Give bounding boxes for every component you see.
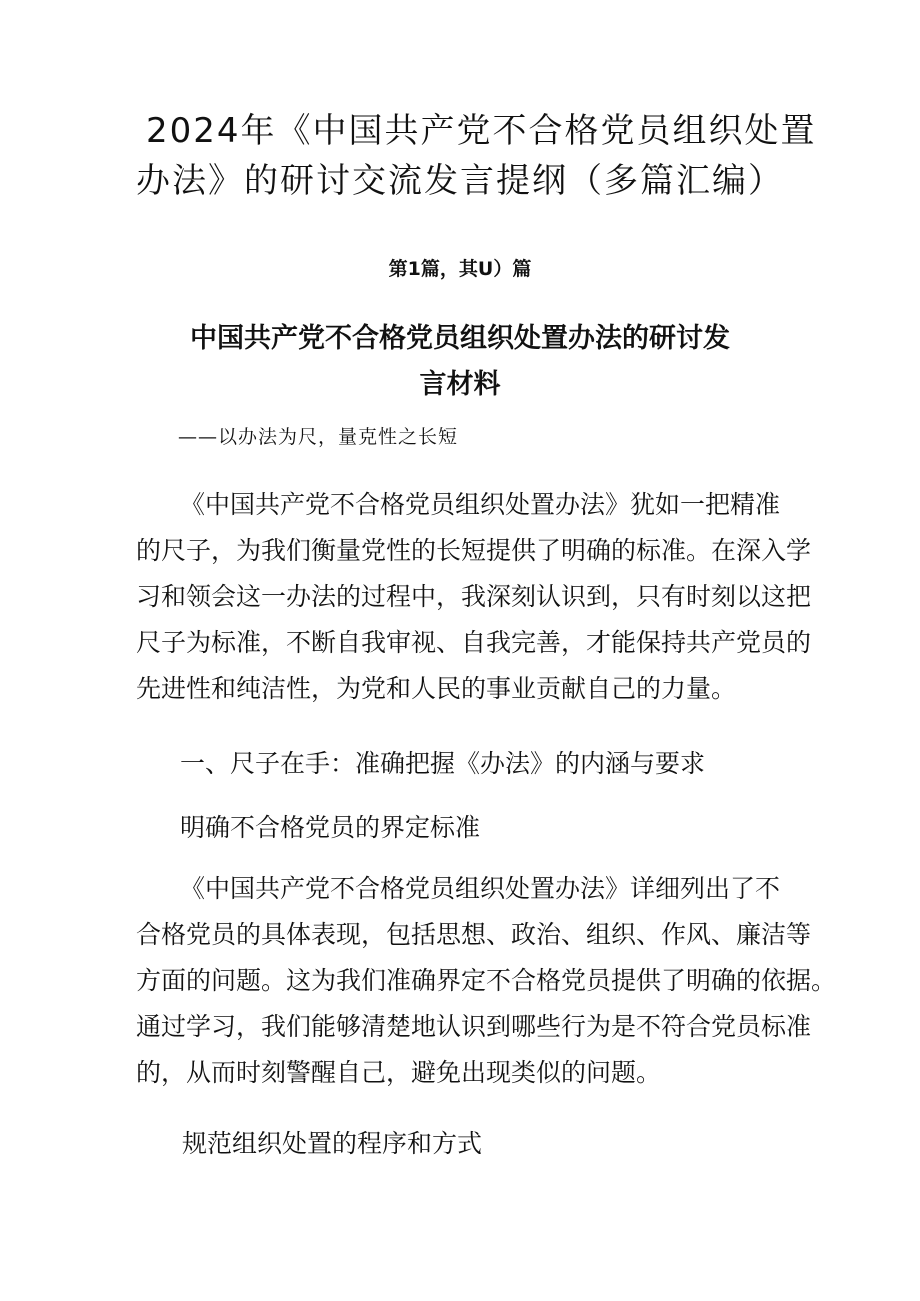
paragraph-standards [136, 866, 837, 1096]
document-title-line-2: 办法》的研讨交流发言提纲（多篇汇编） [136, 161, 784, 201]
section-heading-1: 一、尺子在手：准确把握《办法》的内涵与要求 [180, 749, 706, 778]
subheading-1: 明确不合格党员的界定标准 [180, 813, 481, 842]
paragraph-line: 方面的问题。这为我们准确界定不合格党员提供了明确的依据。 [136, 966, 837, 995]
paragraph-line: 的尺子，为我们衡量党性的长短提供了明确的标准。在深入学 [136, 536, 812, 565]
part-label: 第1篇，其U）篇 [388, 258, 532, 280]
paragraph-line: 先进性和纯洁性，为党和人民的事业贡献自己的力量。 [136, 674, 737, 703]
paragraph-line: 通过学习，我们能够清楚地认识到哪些行为是不符合党员标准 [136, 1012, 812, 1041]
article-subtitle: ——以办法为尺，量克性之长短 [178, 426, 459, 448]
paragraph-line: 合格党员的具体表现，包括思想、政治、组织、作风、廉洁等 [136, 920, 812, 949]
article-title [150, 316, 770, 408]
article-title-line-2: 言材料 [419, 369, 501, 400]
paragraph-line: 的，从而时刻警醒自己，避免出现类似的问题。 [136, 1058, 662, 1087]
paragraph-line: 习和领会这一办法的过程中，我深刻认识到，只有时刻以这把 [136, 582, 812, 611]
document-title-line-1: 2024年《中国共产党不合格党员组织处置 [146, 111, 817, 151]
article-title-line-1: 中国共产党不合格党员组织处置办法的研讨发 [190, 323, 730, 354]
paragraph-line: 《中国共产党不合格党员组织处置办法》详细列出了不 [180, 874, 781, 903]
document-title [136, 106, 817, 206]
paragraph-line: 《中国共产党不合格党员组织处置办法》犹如一把精准 [180, 490, 781, 519]
paragraph-line: 尺子为标准，不断自我审视、自我完善，才能保持共产党员的 [136, 628, 812, 657]
subheading-2: 规范组织处置的程序和方式 [182, 1129, 483, 1158]
paragraph-intro [136, 482, 812, 712]
